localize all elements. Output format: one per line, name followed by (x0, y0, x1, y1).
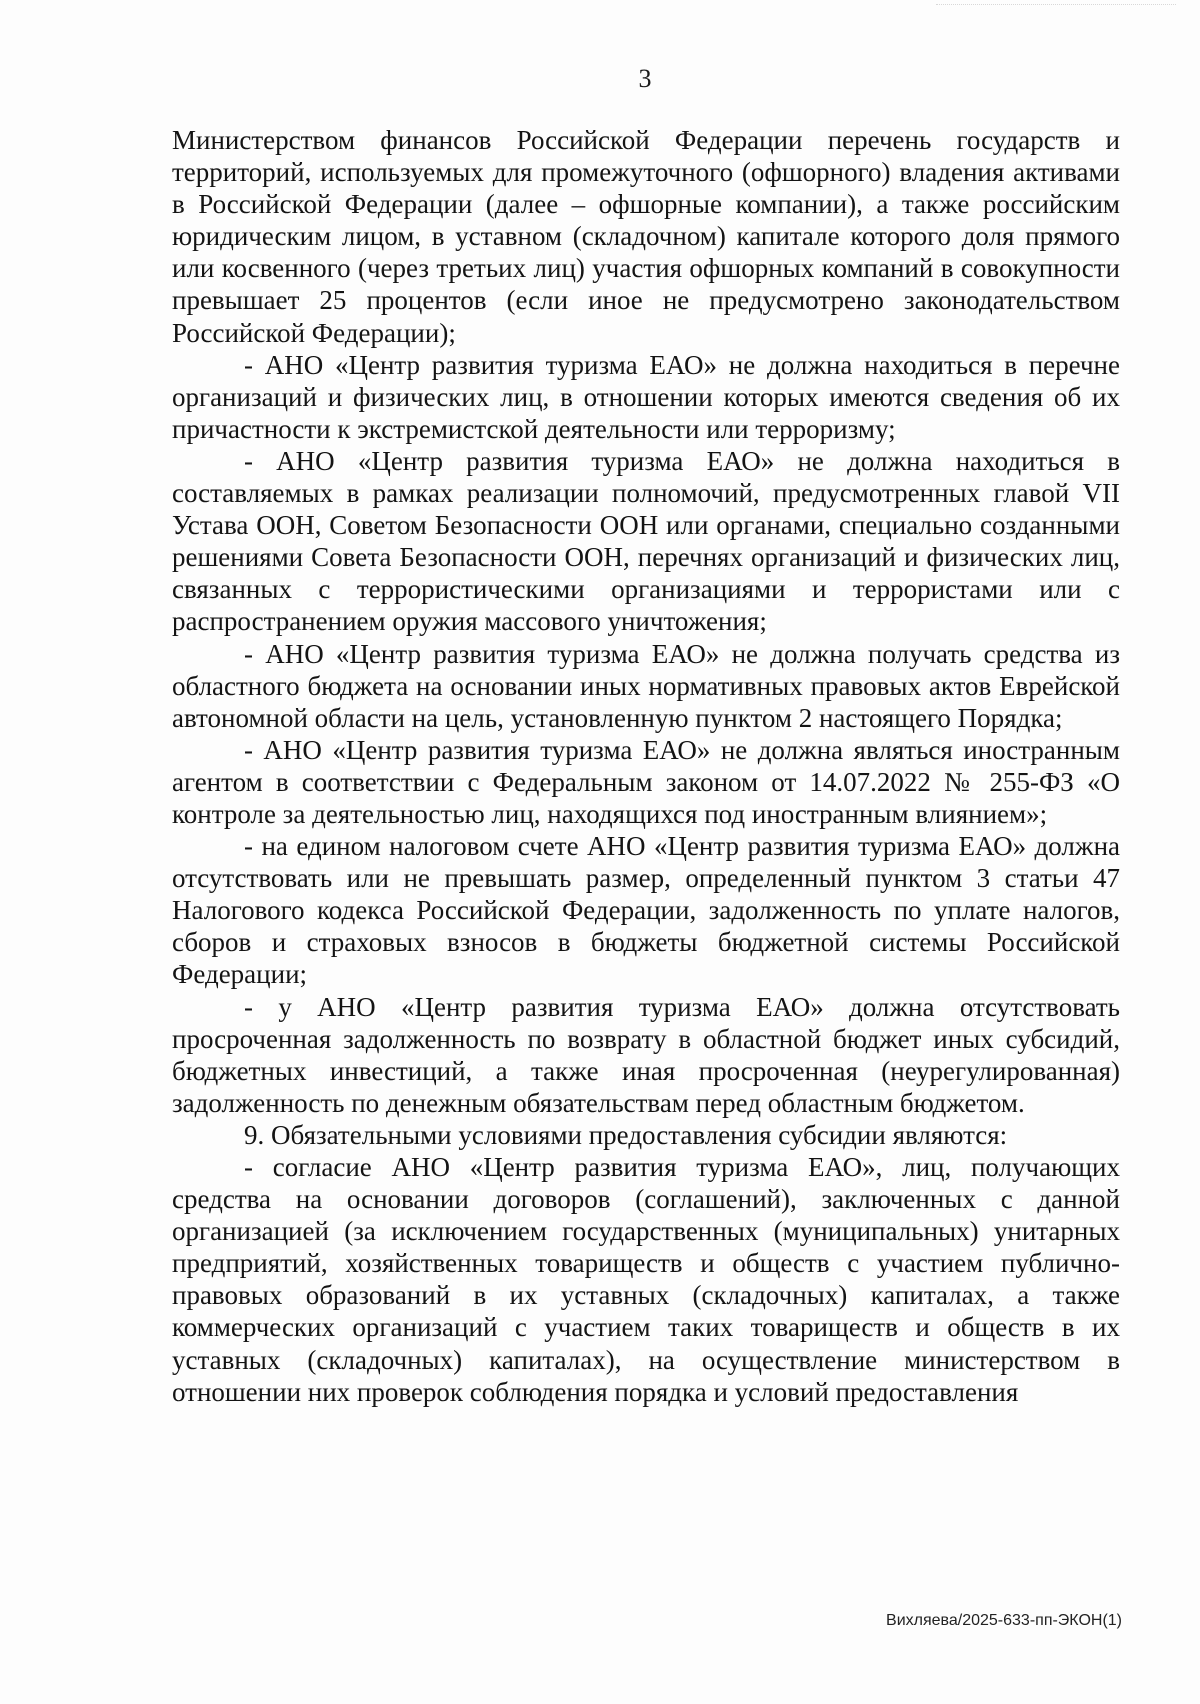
paragraph-overdue-debt: - у АНО «Центр развития туризма ЕАО» должна отсутствовать просроченная задолженность по возврату в областной бюджет иных субсидий, бюджетных инвестиций, а также иная просроченная (неурегулированная) задолженность по денежным обязательствам перед областным бюджетом. (172, 991, 1120, 1118)
footer-document-reference: Вихляева/2025-633-пп-ЭКОН(1) (886, 1612, 1122, 1629)
paragraph-foreign-agent: - АНО «Центр развития туризма ЕАО» не должна являться иностранным агентом в соответствии с Федеральным законом от 14.07.2022 № 255-ФЗ «О контроле за деятельностью лиц, находящихся под иностранным влиянием»; (172, 734, 1120, 829)
paragraph-other-funding: - АНО «Центр развития туризма ЕАО» не должна получать средства из областного бюджета на основании иных нормативных правовых актов Еврейской автономной области на цель, установленную пунктом 2 настоящего Порядка; (172, 638, 1120, 733)
scan-artifact (936, 4, 1176, 13)
paragraph-consent-inspections: - согласие АНО «Центр развития туризма ЕАО», лиц, получающих средства на основании договоров (соглашений), заключенных с данной организацией (за исключением государственных (муниципальных) унитарных предприятий, хозяйственных товариществ и обществ с участием публично-правовых образований в их уставных (складочных) капиталах, а также коммерческих организаций с участием таких товариществ и обществ в их уставных (складочных) капиталах), на осуществление министерством в отношении них проверок соблюдения порядка и условий предоставления (172, 1152, 1120, 1407)
paragraph-extremism-list: - АНО «Центр развития туризма ЕАО» не должна находиться в перечне организаций и физических лиц, в отношении которых имеются сведения об их причастности к экстремистской деятельности или терроризму; (172, 349, 1120, 444)
paragraph-un-sanctions-list: - АНО «Центр развития туризма ЕАО» не должна находиться в составляемых в рамках реализации полномочий, предусмотренных главой VII Устава ООН, Советом Безопасности ООН или органами, специально созданными решениями Совета Безопасности ООН, перечнях организаций и физических лиц, связанных с террористическими организациями и террористами или с распространением оружия массового уничтожения; (172, 445, 1120, 637)
page-number: 3 (638, 64, 652, 93)
document-body (172, 124, 1120, 1408)
paragraph-offshore-continuation: Министерством финансов Российской Федерации перечень государств и территорий, используемых для промежуточного (офшорного) владения активами в Российской Федерации (далее – офшорные компании), а также российским юридическим лицом, в уставном (складочном) капитале которого доля прямого или косвенного (через третьих лиц) участия офшорных компаний в совокупности превышает 25 процентов (если иное не предусмотрено законодательством Российской Федерации); (172, 125, 1120, 348)
paragraph-section-9-heading: 9. Обязательными условиями предоставления субсидии являются: (244, 1119, 1008, 1150)
paragraph-tax-debt: - на едином налоговом счете АНО «Центр развития туризма ЕАО» должна отсутствовать или не превышать размер, определенный пунктом 3 статьи 47 Налогового кодекса Российской Федерации, задолженность по уплате налогов, сборов и страховых взносов в бюджеты бюджетной системы Российской Федерации; (172, 831, 1120, 990)
